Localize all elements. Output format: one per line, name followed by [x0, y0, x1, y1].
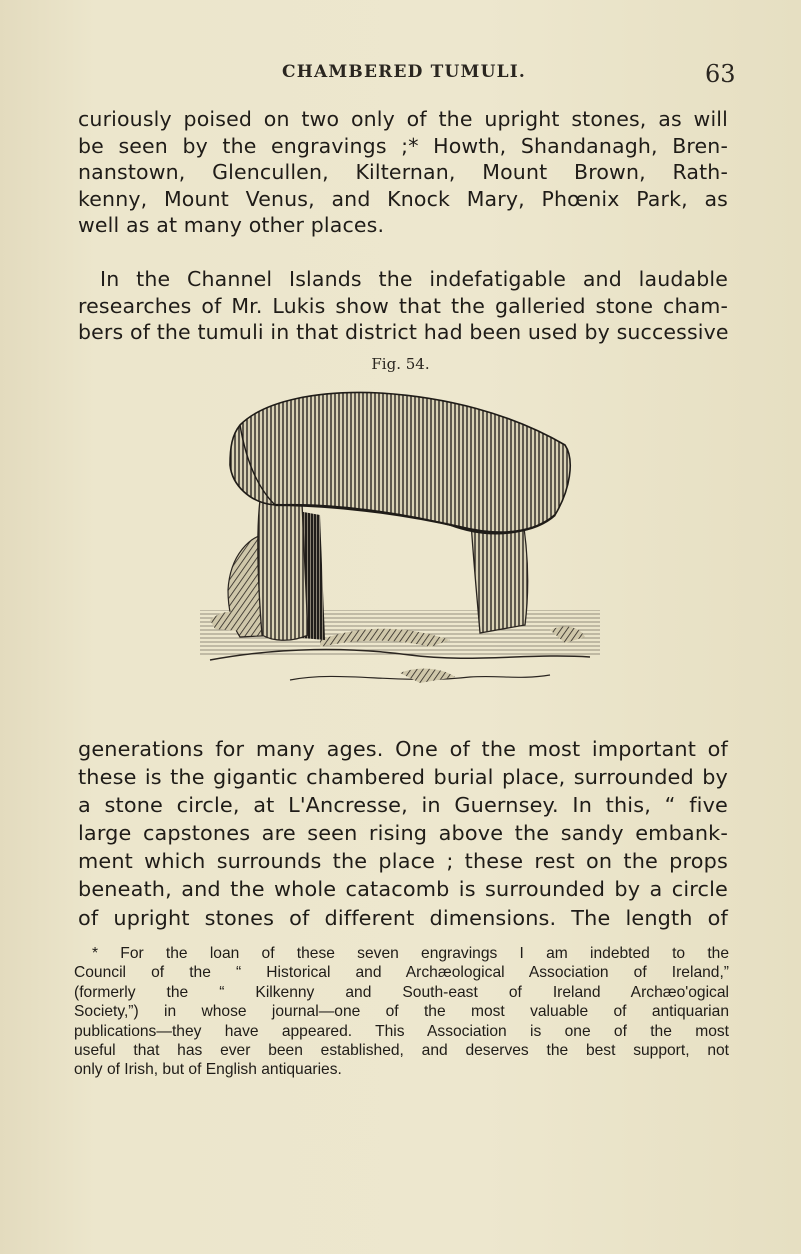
text-line: large capstones are seen rising above the sandy embank-	[78, 821, 728, 846]
dolmen-engraving	[170, 385, 630, 715]
page-number: 63	[705, 60, 736, 88]
footnote-line: Council of the “ Historical and Archæological Association of Ireland,”	[74, 964, 729, 982]
text-line: a stone circle, at L'Ancresse, in Guernsey. In this, “ five	[78, 793, 728, 818]
figure-caption: Fig. 54.	[371, 355, 430, 373]
text-line: these is the gigantic chambered burial place, surrounded by	[78, 765, 728, 790]
text-line: kenny, Mount Venus, and Knock Mary, Phœnix Park, as	[78, 186, 728, 211]
paragraph-2	[78, 266, 728, 346]
footnote-line: useful that has ever been established, and deserves the best support, not	[74, 1042, 729, 1060]
running-title: CHAMBERED TUMULI.	[282, 62, 527, 82]
text-line: curiously poised on two only of the upright stones, as will	[78, 107, 728, 131]
paragraph-3	[78, 735, 728, 932]
text-line: beneath, and the whole catacomb is surrounded by a circle	[78, 877, 728, 902]
footnote-line: Society,”) in whose journal—one of the most valuable of antiquarian	[74, 1003, 729, 1021]
text-line: bers of the tumuli in that district had been used by successive	[78, 320, 729, 345]
text-line: be seen by the engravings ;* Howth, Shandanagh, Bren-	[78, 133, 728, 158]
text-line: ment which surrounds the place ; these rest on the props	[78, 849, 728, 874]
text-line: In the Channel Islands the indefatigable and laudable	[100, 267, 728, 291]
footnote-line: only of Irish, but of English antiquaries.	[74, 1061, 342, 1079]
text-line: well as at many other places.	[78, 213, 385, 238]
footnote-line: publications—they have appeared. This Association is one of the most	[74, 1022, 729, 1040]
text-line: of upright stones of different dimensions. The length of	[78, 905, 728, 930]
footnote-line: * For the loan of these seven engravings I am indebted to the	[92, 945, 729, 962]
footnote	[74, 944, 729, 1080]
text-line: nanstown, Glencullen, Kilternan, Mount Brown, Rath-	[78, 160, 728, 185]
text-line: generations for many ages. One of the most important of	[78, 737, 728, 761]
paragraph-1	[78, 106, 728, 239]
text-line: researches of Mr. Lukis show that the galleried stone cham-	[78, 293, 728, 318]
footnote-line: (formerly the “ Kilkenny and South-east of Ireland Archæo'ogical	[74, 983, 729, 1001]
running-head	[0, 62, 801, 92]
